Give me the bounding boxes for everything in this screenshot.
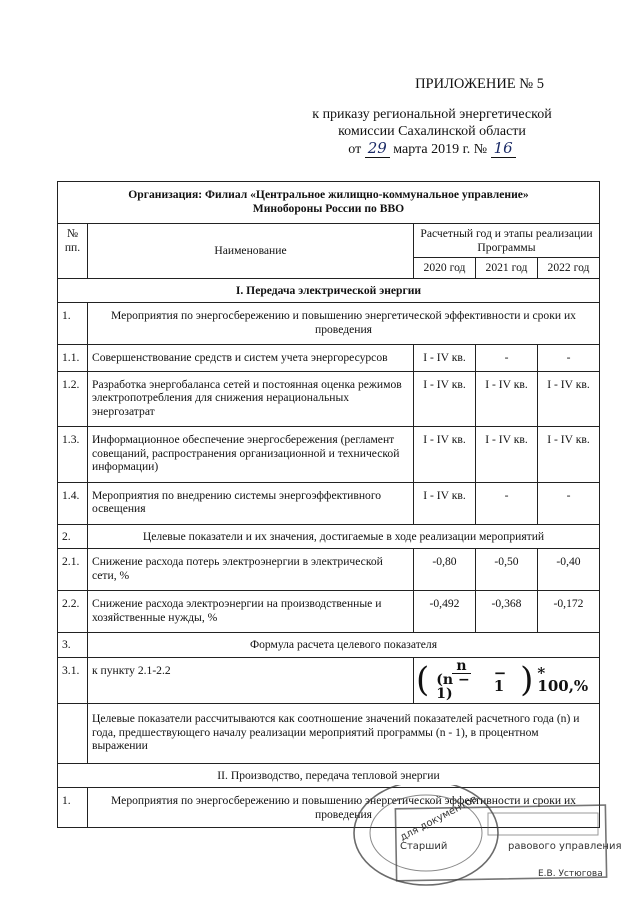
value-2020: I - IV кв. [414, 371, 476, 427]
stamp-line-2: равового управления [508, 841, 622, 852]
section-2-row [58, 763, 600, 788]
organization-row [58, 182, 600, 224]
handwritten-day: 29 [365, 139, 390, 158]
formula-denominator: (n − 1) [436, 672, 470, 702]
table-row [58, 371, 600, 427]
section-1-row [58, 278, 600, 303]
row-text: к пункту 2.1-2.2 [88, 657, 414, 704]
org-line-2: Минобороны России по ВВО [252, 201, 405, 215]
row-text: Разработка энергобаланса сетей и постоянная оценка режимов электропотребления для снижения нерациональных энергозатрат [88, 371, 414, 427]
value-2022: -0,172 [538, 591, 600, 633]
col-name-header: Наименование [88, 224, 414, 279]
year-2021: 2021 год [476, 258, 538, 279]
table-row [58, 345, 600, 372]
value-2021: I - IV кв. [476, 371, 538, 427]
row-num: 2. [58, 524, 88, 549]
table-row [58, 524, 600, 549]
date-prefix: от [348, 142, 362, 157]
formula-cell [414, 657, 600, 704]
value-2021: -0,368 [476, 591, 538, 633]
row-text: Мероприятия по энергосбережению и повышению энергетической эффективности и сроки их проведения [88, 788, 600, 828]
header-line-2: комиссии Сахалинской области [338, 124, 526, 139]
section-1-title: I. Передача электрической энергии [58, 278, 600, 303]
row-num: 1.3. [58, 427, 88, 483]
row-num: 1. [58, 788, 88, 828]
section-2-title: II. Производство, передача тепловой энергии [58, 763, 600, 788]
row-num: 2.2. [58, 591, 88, 633]
value-2021: - [476, 345, 538, 372]
row-text: Формула расчета целевого показателя [88, 633, 600, 658]
table-row [58, 591, 600, 633]
row-num: 1.2. [58, 371, 88, 427]
value-2021: - [476, 482, 538, 524]
table-row [58, 427, 600, 483]
value-2022: - [538, 482, 600, 524]
note-row [58, 704, 600, 764]
value-2020: -0,80 [414, 549, 476, 591]
appendix-title: ПРИЛОЖЕНИЕ № 5 [415, 76, 544, 92]
value-2022: I - IV кв. [538, 427, 600, 483]
efficiency-formula: ( $\frac{n}{(n - 1)}$ − 1 ) * 100,% [416, 660, 597, 702]
program-table [57, 181, 600, 828]
formula-note: Целевые показатели рассчитываются как соотношение значений показателей расчетного года (n) и года, предшествующего началу реализации мероприятий программы (n - 1), в процентном выражении [88, 704, 600, 764]
header-date-line [282, 140, 582, 158]
formula-row [58, 657, 600, 704]
document-header [282, 76, 582, 158]
year-2022: 2022 год [538, 258, 600, 279]
stamp-circle-text: для документов [398, 793, 480, 844]
date-suffix: марта 2019 г. № [393, 142, 488, 157]
stamp-signer: Е.В. Устюгова [538, 869, 603, 879]
row-text: Снижение расхода потерь электроэнергии в электрической сети, % [88, 549, 414, 591]
table-row [58, 633, 600, 658]
handwritten-order-number: 16 [491, 139, 516, 158]
row-text: Целевые показатели и их значения, достигаемые в ходе реализации мероприятий [88, 524, 600, 549]
table-row [58, 303, 600, 345]
formula-suffix: * 100,% [537, 663, 589, 696]
row-num: 3. [58, 633, 88, 658]
org-line-1: Организация: Филиал «Центральное жилищно-коммунальное управление» [128, 188, 529, 201]
stamp-line-1: Старший [400, 841, 448, 852]
row-num: 1. [58, 303, 88, 345]
col-num-header: № пп. [58, 224, 88, 279]
row-text: Мероприятия по энергосбережению и повышению энергетической эффективности и сроки их проведения [88, 303, 600, 345]
value-2022: I - IV кв. [538, 371, 600, 427]
certification-stamp [338, 785, 628, 895]
value-2020: I - IV кв. [414, 482, 476, 524]
row-num: 3.1. [58, 657, 88, 704]
row-num: 1.4. [58, 482, 88, 524]
value-2020: -0,492 [414, 591, 476, 633]
row-num: 1.1. [58, 345, 88, 372]
year-2020: 2020 год [414, 258, 476, 279]
value-2022: - [538, 345, 600, 372]
value-2022: -0,40 [538, 549, 600, 591]
value-2021: I - IV кв. [476, 427, 538, 483]
row-text: Снижение расхода электроэнергии на производственные и хозяйственные нужды, % [88, 591, 414, 633]
value-2020: I - IV кв. [414, 427, 476, 483]
value-2021: -0,50 [476, 549, 538, 591]
table-header-row [58, 224, 600, 258]
table-row [58, 482, 600, 524]
value-2020: I - IV кв. [414, 345, 476, 372]
header-line-1: к приказу региональной энергетической [312, 107, 552, 122]
row-text: Совершенствование средств и систем учета энергоресурсов [88, 345, 414, 372]
row-text: Мероприятия по внедрению системы энергоэффективного освещения [88, 482, 414, 524]
col-period-header: Расчетный год и этапы реализации Программы [414, 224, 600, 258]
row-num: 2.1. [58, 549, 88, 591]
row-text: Информационное обеспечение энергосбережения (регламент совещаний, распространения организационной и технической информации) [88, 427, 414, 483]
table-row [58, 549, 600, 591]
formula-minus-one: − 1 [493, 663, 507, 696]
formula-numerator: n [452, 660, 470, 675]
